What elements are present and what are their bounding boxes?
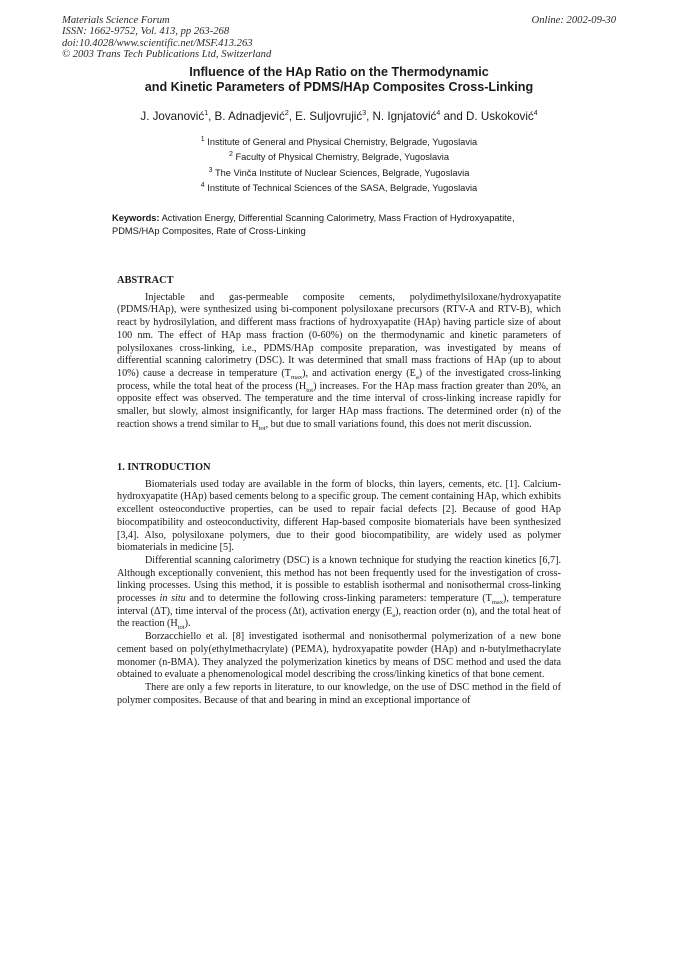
author: D. Uskoković$^4$ <box>466 110 538 123</box>
online-date: Online: 2002-09-30 <box>531 15 616 26</box>
abstract-paragraph: Injectable and gas-permeable composite cements, polydimethylsiloxane/hydroxyapatite (PDMS/HAp), were synthesized using bi-component polysiloxane precursors (RTV-A and RTV-B), which react by hydrosilylation, and different mass fractions of hydroxyapatite (HAp) having particle size of about 100 nm. The effect of HAp mass fraction (0-60%) on the thermodynamic and kinetic parameters of polysiloxanes cross-linking, i.e., PDMS/HAp composite preparation, was investigated by means of differential scanning calorimetry (DSC). It was determined that small mass fractions of HAp (up to about 10%) cause a decrease in temperature $(T_{max})$, and activation energy $(E_a)$ of the investigated cross-linking process, while the total heat of the process $(H_{tot})$ increases. For the HAp mass fraction greater than 20%, an opposite effect was observed. The temperature and the time interval of cross-linking increase rapidly for smaller, but slowly, almost insignificantly, for larger HAp mass fractions. The determined order (n) of the reaction shows a trend similar to $H_{tot}$, but due to small variations found, this does not merit discussion. <box>117 291 561 432</box>
intro-paragraph-2: Differential scanning calorimetry (DSC) is a known technique for studying the reaction kinetics [6,7]. Although exceptionally convenient, this method has not been frequently used for the investigation of cross-linking processes. Using this method, it is possible to establish isothermal and nonisothermal cross-linking processes in situ and to determine the following cross-linking parameters: temperature $(T_{max})$, temperature interval (ΔT), time interval of the process (Δt), activation energy $(E_a)$, reaction order (n), and the total heat of the reaction $(H_{tot})$. <box>117 554 561 632</box>
introduction-heading: 1. INTRODUCTION <box>117 462 211 473</box>
title-line-2: and Kinetic Parameters of PDMS/HAp Composites Cross-Linking <box>144 80 534 94</box>
journal-name: Materials Science Forum <box>62 15 170 26</box>
publication-info <box>62 15 271 61</box>
abstract-section <box>117 275 561 431</box>
affiliation: $^2$ Faculty of Physical Chemistry, Belgrade, Yugoslavia <box>228 151 450 163</box>
affiliation: $^3$ The Vinča Institute of Nuclear Sciences, Belgrade, Yugoslavia <box>208 166 470 178</box>
intro-paragraph-1: Biomaterials used today are available in the form of blocks, thin layers, cements, etc. [1]. Calcium-hydroxyapatite (HAp) based cements belong to a specific group. The cement containing HAp, which exhibits excellent osteoconductive properties, can be used to repair facial defects [2]. Because of good HAp biocompatibility and osteoconductivity, different Hap-based composite biomaterials have been synthesized [3,4]. Also, polysiloxane polymers, due to their good biocompatibility, are widely used as polymer biomaterials in medicine [5]. <box>117 478 561 554</box>
author: J. Jovanović$^1$, <box>140 110 215 123</box>
introduction-section <box>117 462 561 707</box>
affiliation-list <box>0 135 678 196</box>
copyright-line: © 2003 Trans Tech Publications Ltd, Switzerland <box>62 49 272 61</box>
keywords-block <box>112 212 564 237</box>
doi-line: doi:10.4028/www.scientific.net/MSF.413.263 <box>62 37 253 49</box>
paper-title <box>0 65 678 95</box>
author: B. Adnadjević$^2$, <box>214 110 296 123</box>
abstract-heading: ABSTRACT <box>117 275 174 286</box>
author: N. Ignjatović$^4$ and <box>372 110 467 123</box>
issn-line: ISSN: 1662-9752, Vol. 413, pp 263-268 <box>62 26 230 38</box>
author-list <box>0 110 678 123</box>
author: E. Suljovrujić$^3$, <box>295 110 373 123</box>
keywords-text: Activation Energy, Differential Scanning Calorimetry, Mass Fraction of Hydroxyapatite, PDMS/HAp Composites, Rate of Cross-Linking <box>112 213 515 236</box>
intro-paragraph-4: There are only a few reports in literature, to our knowledge, on the use of DSC method in the field of polymer composites. Because of that and bearing in mind an exceptional importance of <box>117 681 561 706</box>
intro-paragraph-3: Borzacchiello et al. [8] investigated isothermal and nonisothermal polymerization of a new bone cement based on poly(ethylmethacrylate) (PEMA), hydroxyapatite powder (HAp) and n-butylmethacrylate monomer (n-BMA). They analyzed the polymerization kinetics by means of DSC method and used the data obtained to evaluate a phenomenological model describing the cross/linking kinetics of that bone cement. <box>117 631 561 681</box>
affiliation: $^1$ Institute of General and Physical Chemistry, Belgrade, Yugoslavia <box>200 135 478 147</box>
affiliation: $^4$ Institute of Technical Sciences of the SASA, Belgrade, Yugoslavia <box>200 181 478 193</box>
keywords-label: Keywords: <box>112 213 160 223</box>
title-line-1: Influence of the HAp Ratio on the Thermodynamic <box>189 65 489 79</box>
